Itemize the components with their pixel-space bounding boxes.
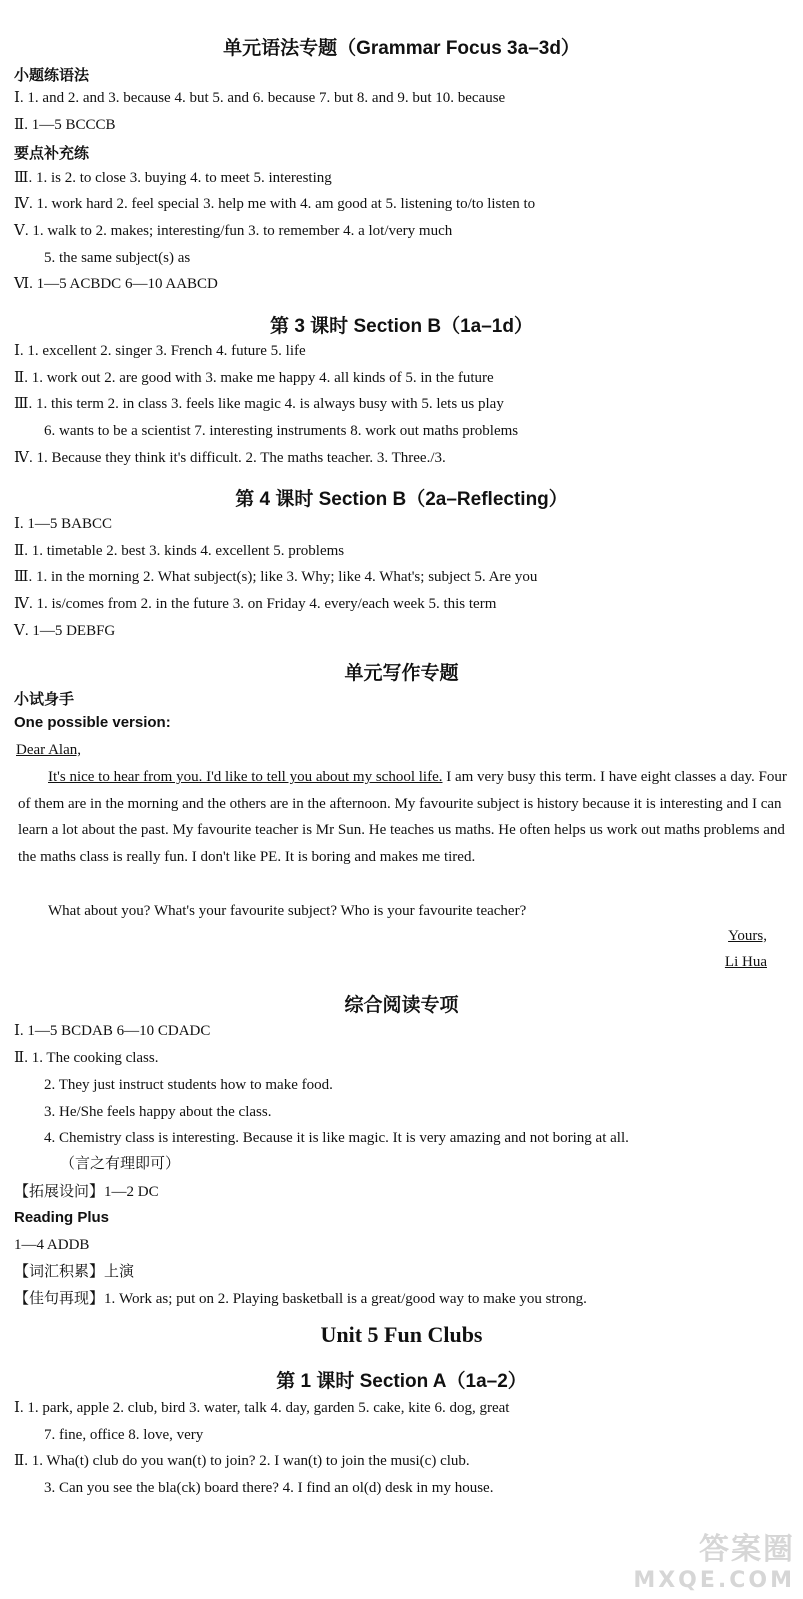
reading-answer-line: 4. Chemistry class is interesting. Because it is like magic. It is very amazing and not boring at all. [44,1130,629,1146]
letter-paragraph-questions: What about you? What's your favourite subject? Who is your favourite teacher? [48,903,527,919]
good-sentences-line: 【佳句再现】1. Work as; put on 2. Playing basketball is a great/good way to make you strong. [14,1291,587,1307]
small-exercises-subheading: 小题练语法 [14,67,90,84]
unit5-answer-line: 7. fine, office 8. love, very [44,1427,204,1443]
unit5-lesson1-heading: 第 1 课时 Section A（1a–2） [276,1371,527,1392]
writing-heading: 单元写作专题 [344,663,459,684]
watermark-domain-text: MXQE.COM [633,1568,795,1593]
unit5-answer-line: Ⅱ. 1. Wha(t) club do you wan(t) to join? 2. I wan(t) to join the musi(c) club. [14,1453,470,1469]
grammar-answer-line: Ⅱ. 1—5 BCCCB [14,117,116,133]
lesson3-answer-line: 6. wants to be a scientist 7. interesting instruments 8. work out maths problems [44,423,519,439]
try-it-subheading: 小试身手 [14,691,75,708]
letter-closing: Yours, [728,928,767,944]
grammar-answer-line: Ⅲ. 1. is 2. to close 3. buying 4. to meet 5. interesting [14,170,332,186]
grammar-answer-line: Ⅳ. 1. work hard 2. feel special 3. help me with 4. am good at 5. listening to/to listen to [14,196,536,212]
lesson4-heading: 第 4 课时 Section B（2a–Reflecting） [235,489,568,510]
reading-answer-line: Ⅰ. 1—5 BCDAB 6—10 CDADC [14,1023,211,1039]
key-points-subheading: 要点补充练 [14,145,90,162]
extension-questions-line: 【拓展设问】1—2 DC [14,1184,159,1200]
reading-answer-line: 3. He/She feels happy about the class. [44,1104,272,1120]
unit5-heading: Unit 5 Fun Clubs [320,1322,483,1347]
possible-version-label: One possible version: [14,714,171,731]
grammar-answer-line: Ⅰ. 1. and 2. and 3. because 4. but 5. and 6. because 7. but 8. and 9. but 10. because [14,90,506,106]
lesson3-answer-line: Ⅳ. 1. Because they think it's difficult. 2. The maths teacher. 3. Three./3. [14,450,446,466]
grammar-answer-line: Ⅵ. 1—5 ACBDC 6—10 AABCD [14,276,218,292]
unit5-answer-line: Ⅰ. 1. park, apple 2. club, bird 3. water, talk 4. day, garden 5. cake, kite 6. dog, great [14,1400,510,1416]
grammar-answer-line: Ⅴ. 1. walk to 2. makes; interesting/fun 3. to remember 4. a lot/very much [14,223,453,239]
reading-answer-line: 2. They just instruct students how to make food. [44,1077,333,1093]
lesson4-answer-line: Ⅳ. 1. is/comes from 2. in the future 3. on Friday 4. every/each week 5. this term [14,596,497,612]
lesson4-answer-line: Ⅴ. 1—5 DEBFG [14,623,116,639]
lesson3-heading: 第 3 课时 Section B（1a–1d） [270,316,533,337]
reading-plus-answers: 1—4 ADDB [14,1237,90,1253]
reading-note: （言之有理即可） [60,1156,181,1172]
reading-plus-subheading: Reading Plus [14,1209,110,1226]
grammar-focus-heading: 单元语法专题（Grammar Focus 3a–3d） [223,38,580,59]
lesson4-answer-line: Ⅱ. 1. timetable 2. best 3. kinds 4. excellent 5. problems [14,543,345,559]
watermark-logo-text: 答案圈 [699,1532,795,1567]
lesson3-answer-line: Ⅰ. 1. excellent 2. singer 3. French 4. future 5. life [14,343,306,359]
lesson4-answer-line: Ⅰ. 1—5 BABCC [14,516,113,532]
lesson3-answer-line: Ⅱ. 1. work out 2. are good with 3. make me happy 4. all kinds of 5. in the future [14,370,494,386]
unit5-answer-line: 3. Can you see the bla(ck) board there? 4. I find an ol(d) desk in my house. [44,1480,494,1496]
lesson3-answer-line: Ⅲ. 1. this term 2. in class 3. feels like magic 4. is always busy with 5. lets us play [14,396,504,412]
reading-answer-line: Ⅱ. 1. The cooking class. [14,1050,159,1066]
letter-body-text: I am very busy this term. I have eight classes a day. Four of them are in the morning and the others are in the afternoon. My favourite subject is history because it is interesting and I can learn a lot about the past. My favourite teacher is Mr Sun. He teaches us maths. He often helps us work out maths problems and the maths class is really fun. I don't like PE. It is boring and makes me tired. [18,769,787,865]
letter-greeting: Dear Alan, [16,742,81,758]
letter-underlined-sentence: It's nice to hear from you. I'd like to tell you about my school life. [48,769,443,785]
letter-signature: Li Hua [724,954,767,970]
site-watermark [633,1524,795,1593]
reading-heading: 综合阅读专项 [344,995,459,1016]
vocabulary-line: 【词汇积累】上演 [14,1264,135,1280]
letter-paragraph [18,764,788,870]
grammar-answer-line: 5. the same subject(s) as [44,250,191,266]
lesson4-answer-line: Ⅲ. 1. in the morning 2. What subject(s); like 3. Why; like 4. What's; subject 5. Are you [14,569,538,585]
